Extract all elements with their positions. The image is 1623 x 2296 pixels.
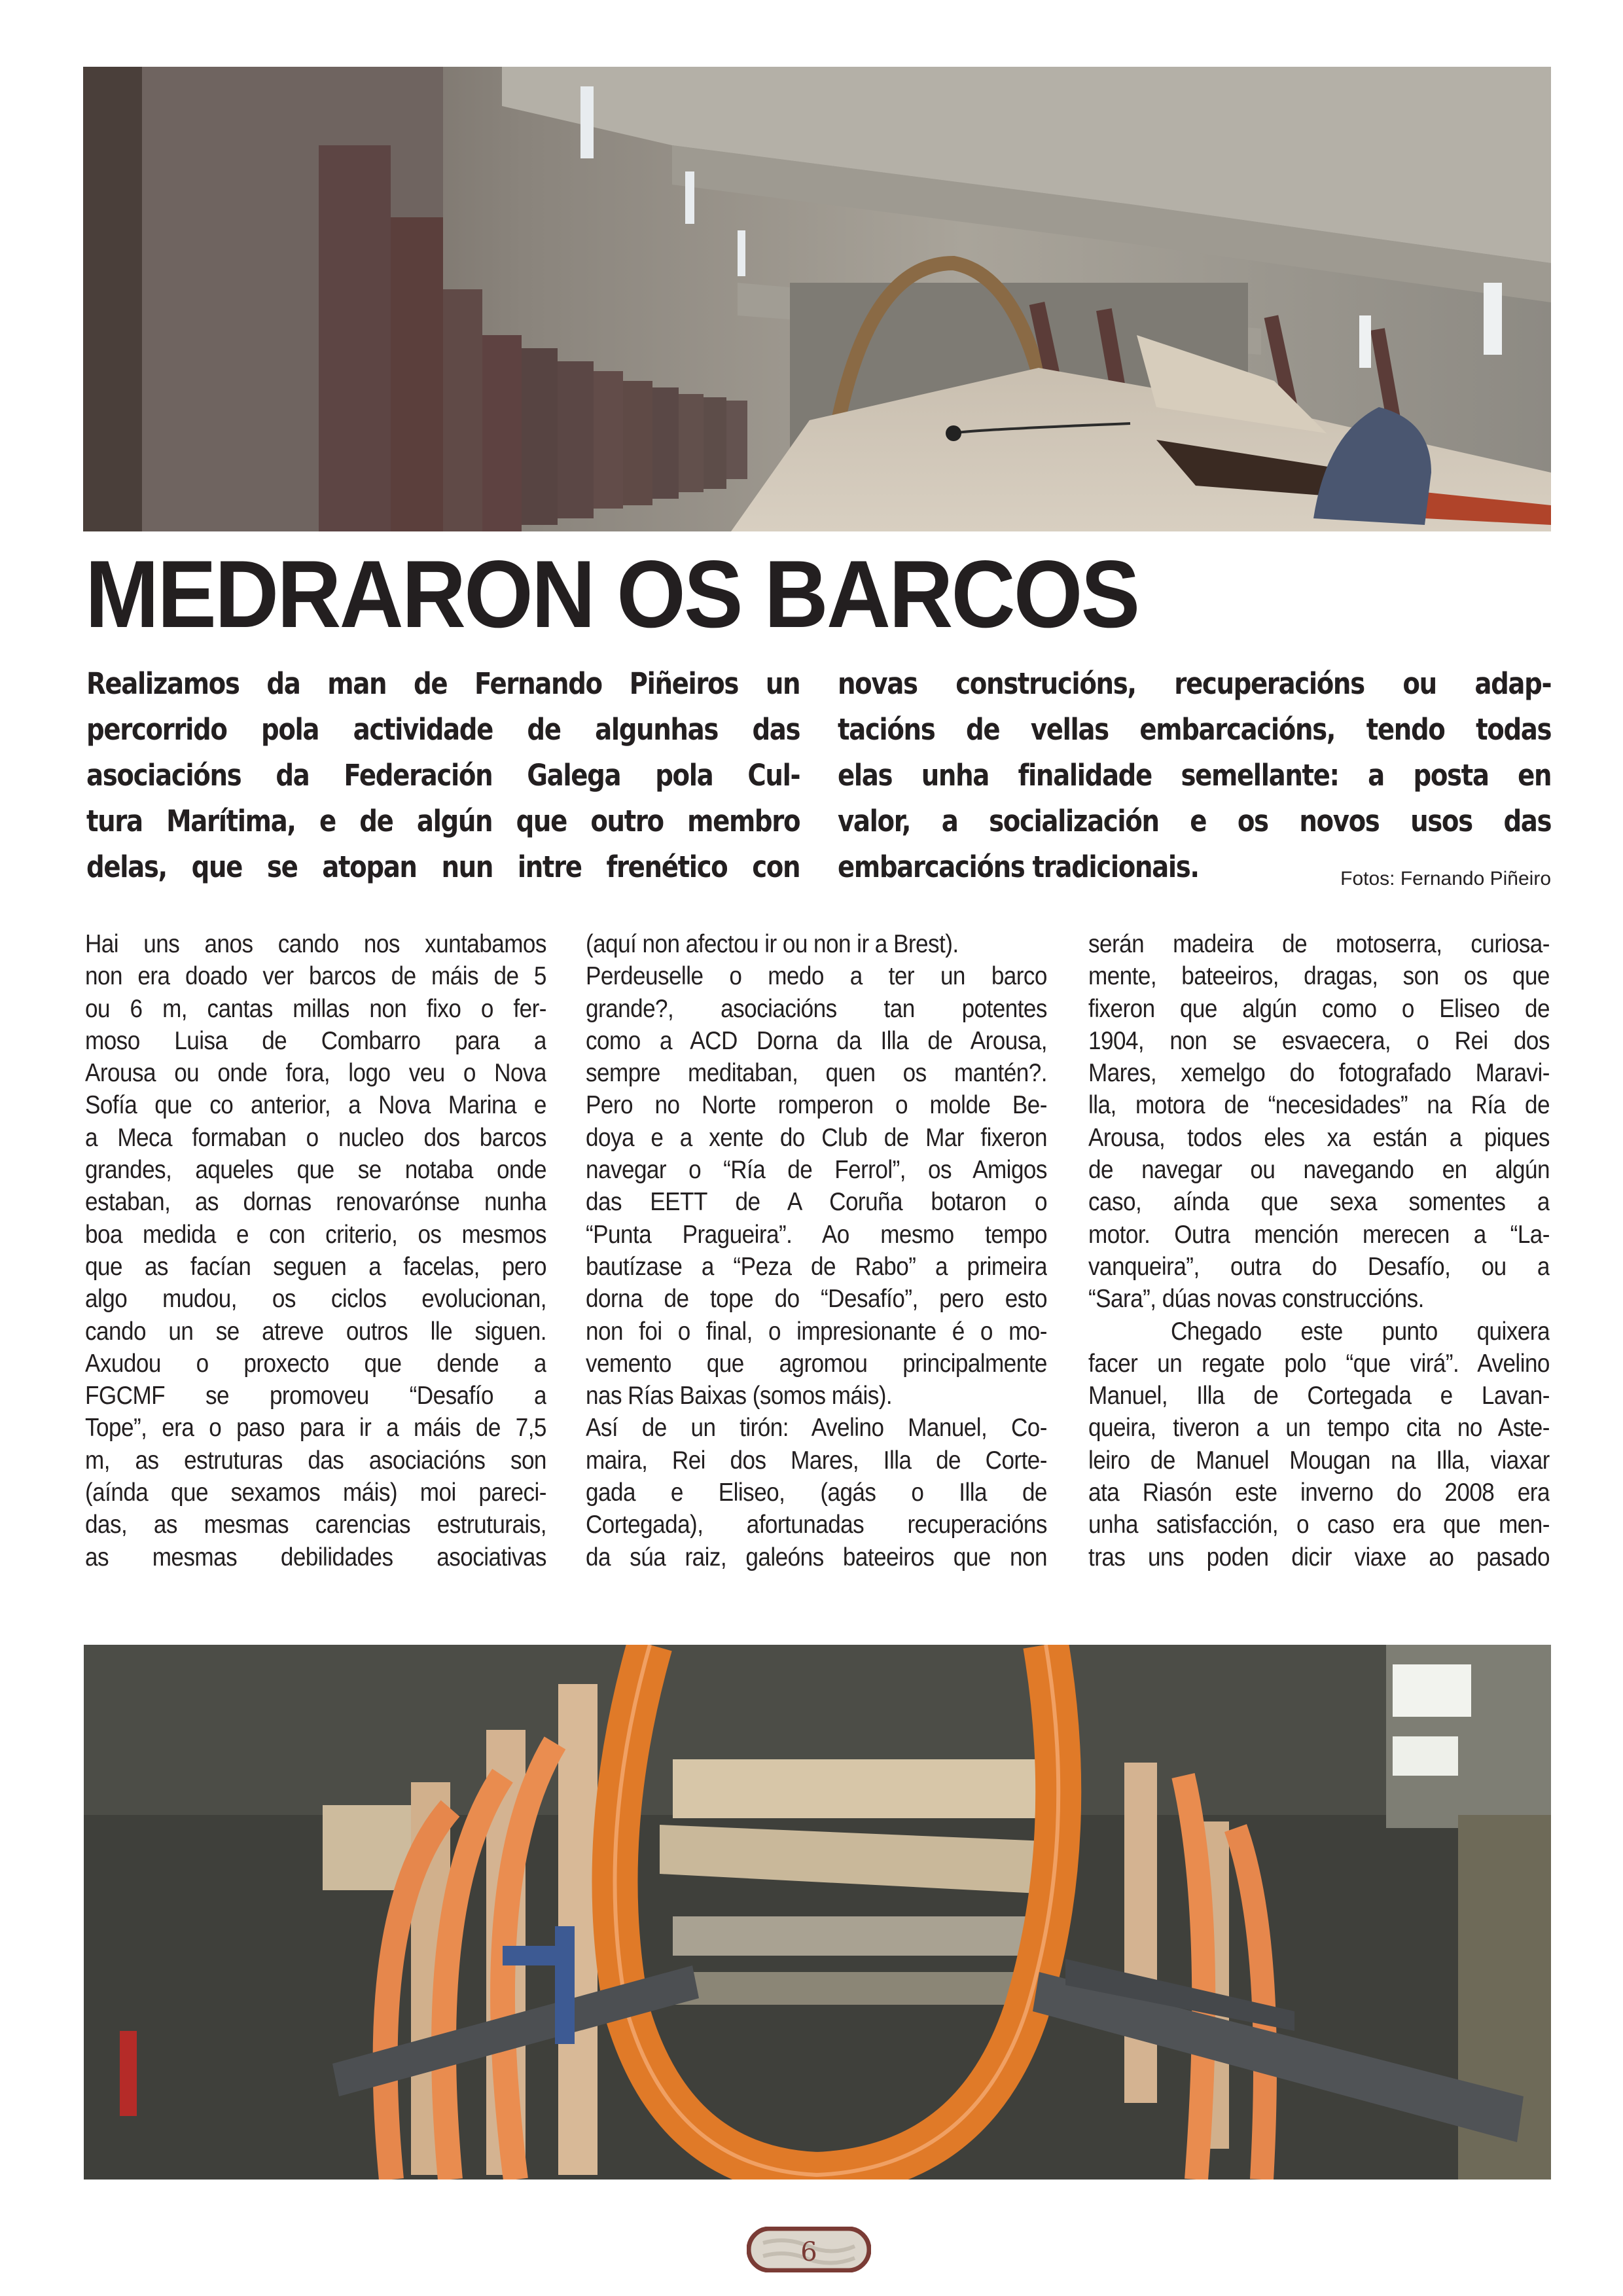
body-line: Así de un tirón: Avelino Manuel, Co- (586, 1414, 1047, 1443)
body-line: Cortegada), afortunadas recuperacións (586, 1511, 1047, 1539)
body-line: Tope”, era o paso para ir a máis de 7,5 (85, 1414, 546, 1443)
body-line: fixeron que algún como o Eliseo de (1088, 994, 1550, 1023)
body-line: queira, tiveron a un tempo cita no Aste- (1088, 1414, 1550, 1443)
body-line: mente, bateeiros, dragas, son os que (1088, 962, 1550, 991)
body-line: “Punta Pragueira”. Ao mesmo tempo (586, 1220, 1047, 1249)
body-line: boa medida e con criterio, os mesmos (85, 1220, 546, 1249)
lead-line: novas construcións, recuperacións ou adap- (838, 666, 1552, 701)
body-line: vemento que agromou principalmente (586, 1349, 1047, 1378)
body-line: (aquí non afectou ir ou non ir a Brest). (586, 930, 959, 958)
photo-workshop-hull (83, 67, 1551, 531)
body-line: Sofía que co anterior, a Nova Marina e (85, 1091, 546, 1120)
body-column-1 (85, 928, 546, 1573)
body-line: algo mudou, os ciclos evolucionan, (85, 1285, 546, 1314)
lead-paragraph-right (838, 661, 1551, 890)
body-line: Arousa, todos eles xa están a piques (1088, 1123, 1550, 1152)
body-line: Axudou o proxecto que dende a (85, 1349, 546, 1378)
body-line: ou 6 m, cantas millas non fixo o fer- (85, 994, 546, 1023)
lead-line: delas, que se atopan nun intre frenético con (86, 850, 800, 884)
body-line: Manuel, Illa de Cortegada e Lavan- (1088, 1382, 1550, 1410)
body-line: non foi o final, o impresionante é o mo- (586, 1317, 1047, 1346)
body-line: bautízase a “Peza de Rabo” a primeira (586, 1252, 1047, 1281)
body-line: FGCMF se promoveu “Desafío a (85, 1382, 546, 1410)
body-line: Mares, xemelgo do fotografado Maravi- (1088, 1059, 1550, 1088)
body-line: a Meca formaban o nucleo dos barcos (85, 1123, 546, 1152)
body-line: cando un se atreve outros lle siguen. (85, 1317, 546, 1346)
lead-paragraph-left (86, 661, 800, 890)
body-line: sempre meditaban, quen os mantén?. (586, 1059, 1047, 1088)
body-line: nas Rías Baixas (somos máis). (586, 1382, 893, 1410)
body-line: m, as estruturas das asociacións son (85, 1446, 546, 1475)
body-line: maira, Rei dos Mares, Illa de Corte- (586, 1446, 1047, 1475)
body-line: non era doado ver barcos de máis de 5 (85, 962, 546, 991)
body-line: ata Riasón este inverno do 2008 era (1088, 1479, 1550, 1507)
lead-line: embarcacións tradicionais. (838, 850, 1199, 884)
body-line: das, as mesmas carencias estruturais, (85, 1511, 546, 1539)
body-line: Hai uns anos cando nos xuntabamos (85, 930, 546, 958)
body-line: unha satisfacción, o caso era que men- (1088, 1511, 1550, 1539)
body-line: grandes, aqueles que se notaba onde (85, 1156, 546, 1185)
lead-line: tacións de vellas embarcacións, tendo todas (838, 712, 1552, 747)
body-line: como a ACD Dorna da Illa de Arousa, (586, 1026, 1047, 1055)
body-line: caso, aínda que sexa somentes a (1088, 1188, 1550, 1217)
workshop-photo-illustration (83, 67, 1551, 531)
body-line: Arousa ou onde fora, logo veu o Nova (85, 1059, 546, 1088)
boat-frames-photo-illustration (84, 1645, 1551, 2179)
body-line: Pero no Norte romperon o molde Be- (586, 1091, 1047, 1120)
body-column-3 (1088, 928, 1550, 1573)
body-line: vanqueira”, outra do Desafío, ou a (1088, 1252, 1550, 1281)
lead-line: elas unha finalidade semellante: a posta en (838, 758, 1552, 793)
page-number-badge (747, 2227, 871, 2272)
body-line: Perdeuselle o medo a ter un barco (586, 962, 1047, 991)
body-line: Chegado este punto quixera (1171, 1317, 1550, 1346)
body-line: navegar o “Ría de Ferrol”, os Amigos (586, 1156, 1047, 1185)
lead-line: Realizamos da man de Fernando Piñeiros un (86, 666, 800, 701)
body-line: as mesmas debilidades asociativas (85, 1543, 546, 1571)
body-line: 1904, non se esvaecera, o Rei dos (1088, 1026, 1550, 1055)
article-title: MEDRARON OS BARCOS (85, 541, 1139, 647)
body-line: que as facían seguen a facelas, pero (85, 1252, 546, 1281)
photo-boat-frames (84, 1645, 1551, 2179)
body-line: (aínda que sexamos máis) moi pareci- (85, 1479, 546, 1507)
body-line: da súa raiz, galeóns bateeiros que non (586, 1543, 1047, 1571)
rope-badge-icon (747, 2227, 871, 2272)
body-line: moso Luisa de Combarro para a (85, 1026, 546, 1055)
body-line: leiro de Manuel Mougan na Illa, viaxar (1088, 1446, 1550, 1475)
body-line: doya e a xente do Club de Mar fixeron (586, 1123, 1047, 1152)
body-line: motor. Outra mención merecen a “La- (1088, 1220, 1550, 1249)
body-line: grande?, asociacións tan potentes (586, 994, 1047, 1023)
page-number: 6 (800, 2237, 817, 2267)
body-line: gada e Eliseo, (agás o Illa de (586, 1479, 1047, 1507)
body-line: serán madeira de motoserra, curiosa- (1088, 930, 1550, 958)
body-line: lla, motora de “necesidades” na Ría de (1088, 1091, 1550, 1120)
body-line: dorna de tope do “Desafío”, pero esto (586, 1285, 1047, 1314)
body-line: de navegar ou navegando en algún (1088, 1156, 1550, 1185)
body-line: “Sara”, dúas novas construccións. (1088, 1285, 1424, 1314)
body-column-2 (586, 928, 1047, 1573)
photo-credit: Fotos: Fernando Piñeiro (1340, 868, 1551, 889)
lead-line: percorrido pola actividade de algunhas das (86, 712, 800, 747)
lead-line: valor, a socialización e os novos usos das (838, 804, 1552, 838)
body-line: estaban, as dornas renovarónse nunha (85, 1188, 546, 1217)
lead-line: asociacións da Federación Galega pola Cul- (86, 758, 800, 793)
body-line: tras uns poden dicir viaxe ao pasado (1088, 1543, 1550, 1571)
body-line: das EETT de A Coruña botaron o (586, 1188, 1047, 1217)
lead-line: tura Marítima, e de algún que outro membro (86, 804, 800, 838)
body-line: facer un regate polo “que virá”. Avelino (1088, 1349, 1550, 1378)
